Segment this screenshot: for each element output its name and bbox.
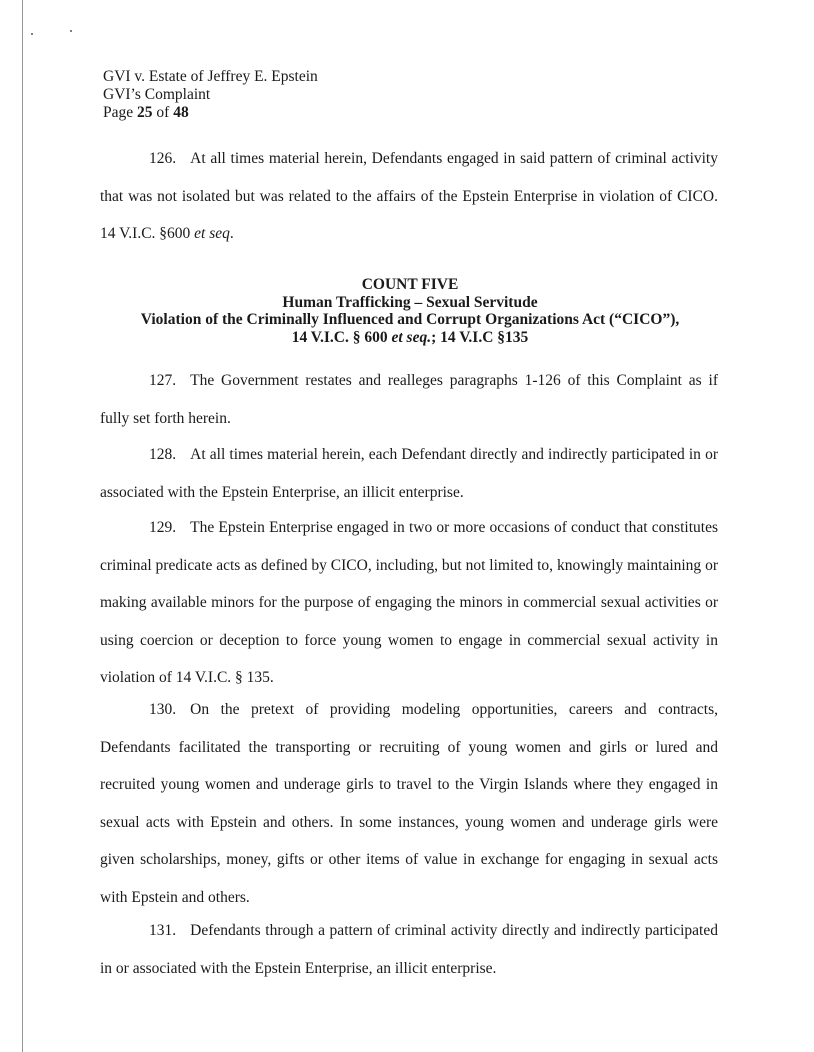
paragraph-128: [100, 436, 718, 511]
case-caption: GVI v. Estate of Jeffrey E. Epstein: [103, 68, 318, 85]
paragraph-127: [100, 362, 718, 437]
page-current: 25: [137, 104, 153, 121]
paragraph-126: 126. At all times material herein, Defendants engaged in said pattern of criminal activity that was not isolated but was related to the affairs of the Epstein Enterprise in violation of CICO. 14 V.I.C. §600 et seq.: [100, 140, 718, 253]
paragraph-129: [100, 509, 718, 697]
page-total: 48: [173, 104, 189, 121]
scan-edge-line: [22, 0, 23, 1052]
paragraph-text: The Epstein Enterprise engaged in two or more occasions of conduct that constitutes criminal predicate acts as defined by CICO, including, but not limited to, knowingly maintaining or making available minors for the purpose of engaging the minors in commercial sexual activities or using coercion or deception to force young women to engage in commercial sexual activity in violation of 14 V.I.C. § 135.: [100, 519, 718, 686]
paragraph-number: 129.: [149, 519, 177, 536]
scan-speck: [70, 30, 72, 32]
count-five-heading: [100, 276, 720, 346]
scan-speck: [31, 33, 33, 35]
count-title: COUNT FIVE: [361, 276, 459, 293]
paragraph-text: On the pretext of providing modeling opportunities, careers and contracts, Defendants facilitated the transporting or recruiting of young women and girls or lured and recruited young women and underage girls to travel to the Virgin Islands where they engaged in sexual acts with Epstein and others. In some instances, young women and underage girls were given scholarships, money, gifts or other items of value in exchange for engaging in sexual acts with Epstein and others.: [100, 701, 718, 906]
paragraph-number: 130.: [149, 701, 177, 718]
paragraph-number: 128.: [149, 446, 177, 463]
paragraph-text: Defendants through a pattern of criminal activity directly and indirectly participated in or associated with the Epstein Enterprise, an illicit enterprise.: [100, 922, 718, 977]
paragraph-number: 127.: [149, 372, 177, 389]
paragraph-text: At all times material herein, Defendants engaged in said pattern of criminal activity that was not isolated but was related to the affairs of the Epstein Enterprise in violation of CICO. 14 V.I.C. §600: [100, 150, 718, 242]
paragraph-130: [100, 691, 718, 916]
paragraph-number: 131.: [149, 922, 177, 939]
paragraph-131: [100, 912, 718, 987]
count-statute-line: Violation of the Criminally Influenced and Corrupt Organizations Act (“CICO”),: [140, 311, 680, 328]
paragraph-text: The Government restates and realleges paragraphs 1-126 of this Complaint as if fully set forth herein.: [100, 372, 718, 427]
page-indicator: Page 25 of 48: [103, 104, 189, 121]
document-title: GVI’s Complaint: [103, 86, 211, 103]
document-header: [103, 68, 318, 122]
citation-italic: et seq: [194, 225, 230, 242]
paragraph-text: At all times material herein, each Defendant directly and indirectly participated in or associated with the Epstein Enterprise, an illicit enterprise.: [100, 446, 718, 501]
count-subtitle: Human Trafficking – Sexual Servitude: [282, 293, 538, 311]
count-citation-line: 14 V.I.C. § 600 et seq.; 14 V.I.C §135: [291, 328, 529, 346]
paragraph-number: 126.: [149, 150, 177, 167]
